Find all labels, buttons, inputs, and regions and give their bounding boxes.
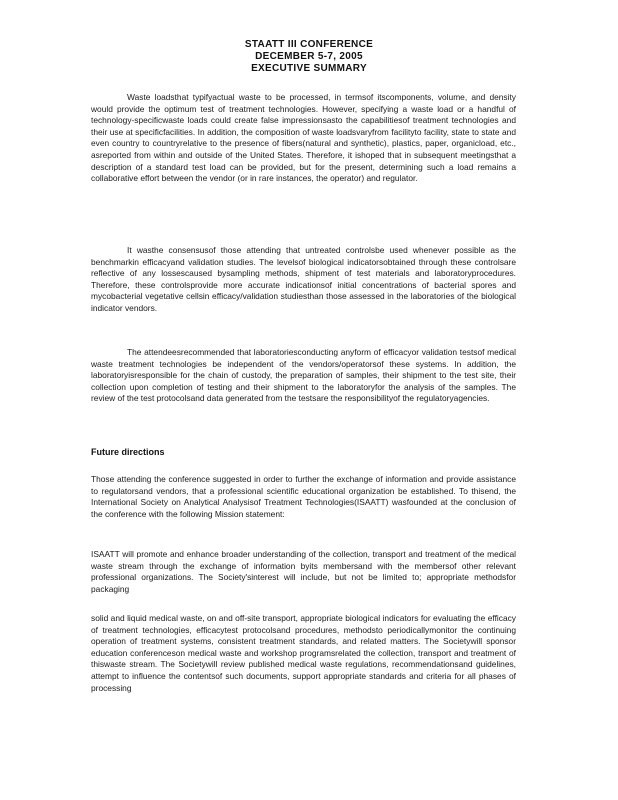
heading-date: DECEMBER 5-7, 2005 bbox=[255, 51, 363, 62]
heading-executive-summary: EXECUTIVE SUMMARY bbox=[251, 63, 367, 74]
paragraph-independent-laboratories: The attendeesrecommended that laboratoriesconducting anyform of efficacyor validation testsof medical waste treatment technologies be independent of the vendors/operatorsof these systems. In addition, the laboratoryisresponsible for the chain of custody, the preparation of samples, their shipment to the test site, their collection upon completion of testing and their shipment to the laboratoryfor the analysis of the samples. The review of the test protocolsand data generated from the testsare the responsibilityof the regulatoryagencies. bbox=[91, 347, 516, 404]
paragraph-untreated-controls: It wasthe consensusof those attending that untreated controlsbe used whenever possible as the benchmarkin efficacyand validation studies. The levelsof biological indicatorsobtained through these controlsare reflective of any lossescaused bysampling methods, shipment of test materials and laboratoryprocedures. Therefore, these controlsprovide more accurate indicationsof initial concentrations of bacterial spores and mycobacterial vegetative cellsin efficacy/validation studiesthan those assessed in the laboratories of the biological indicator vendors. bbox=[91, 245, 516, 313]
paragraph-isaatt-founding: Those attending the conference suggested in order to further the exchange of information and provide assistance to regulatorsand vendors, that a professional scientific educational organization be established. To thisend, the International Society on Analytical Analysisof Treatment Technologies(ISAATT) wasfounded at the conclusion of the conference with the following Mission statement: bbox=[91, 474, 516, 519]
paragraph-mission-statement: ISAATT will promote and enhance broader understanding of the collection, transport and treatment of the medical waste stream through the exchange of information byits membersand with the membersof other relevant professional organizations. The Society'sinterest will include, but not be limited to; appropriate methodsfor packaging bbox=[91, 549, 516, 594]
paragraph-society-activities: solid and liquid medical waste, on and off-site transport, appropriate biological indicators for evaluating the efficacy of treatment technologies, efficacytest protocolsand procedures, methodsto periodicallymonitor the continuing operation of treatment systems, consistent treatment standards, and related matters. The Societywill sponsor education conferenceson medical waste and workshop programsrelated the collection, transport and treatment of thiswaste stream. The Societywill review published medical waste regulations, recommendationsand guidelines, attempt to influence the contentsof such documents, support appropriate standards and criteria for all phases of processing bbox=[91, 613, 516, 693]
heading-conference-title: STAATT III CONFERENCE bbox=[244, 39, 374, 50]
section-title-future-directions: Future directions bbox=[91, 447, 165, 457]
paragraph-waste-loads: Waste loadsthat typifyactual waste to be processed, in termsof itscomponents, volume, and density would provide the optimum test of treatment technologies. However, specifying a waste load or a handful of technology-specificwaste loads could create false impressionsasto the capabilitiesof treatment technologies and their use at specificfacilities. In addition, the composition of waste loadsvaryfrom facilityto facility, state to state and even country to countryrelative to the presence of fibers(natural and synthetic), plastics, paper, organicload, etc., asreported from within and outside of the United States. Therefore, it ishoped that in subsequent meetingsthat a description of a standard test load can be provided, but for the present, determining such a load remains a collaborative effort between the vendor (or in rare instances, the operator) and regulator. bbox=[91, 92, 516, 184]
